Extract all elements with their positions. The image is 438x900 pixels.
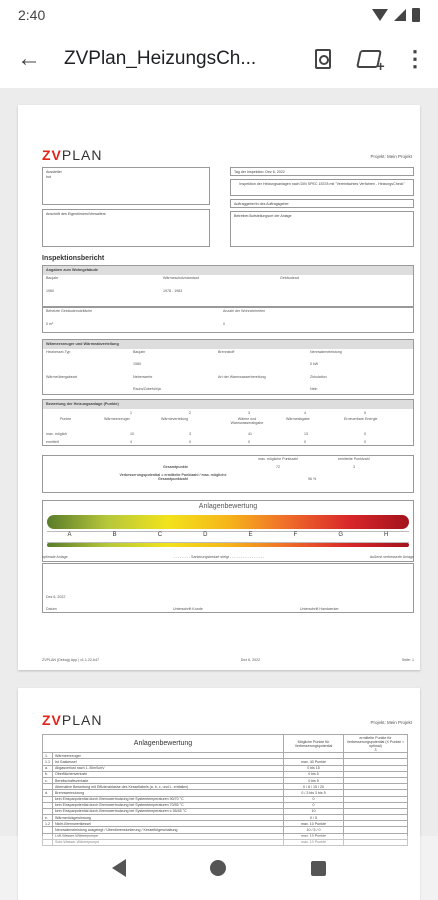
table-cell: e. — [43, 815, 53, 821]
gp-value: 72 — [276, 465, 280, 469]
wohngebaeude-section — [42, 265, 414, 307]
bewertung-erm-label: ermittelt — [46, 440, 59, 444]
more-vert-icon: ⋮ — [404, 46, 426, 71]
auftraggeber-box: Auftraggeber/in des Auftragsgeber — [230, 199, 414, 208]
table-cell: 0 — [284, 802, 344, 808]
back-arrow-icon[interactable]: ← — [17, 45, 41, 72]
bewertung-num: 4 — [304, 411, 306, 415]
gp-value: 3 — [353, 465, 355, 469]
signature-label: Unterschrift Handwerker — [300, 607, 339, 611]
rating-letters — [47, 532, 409, 538]
table-cell: Abgasverlust nach 1. BImSchV — [53, 765, 284, 771]
table-cell: max. 10 Punkte — [284, 821, 344, 827]
bewertung-max-value: 10 — [130, 432, 134, 436]
bewertung-num: 5 — [364, 411, 366, 415]
signature-box — [42, 563, 414, 613]
table-cell: max. 10 Punkte — [284, 833, 344, 839]
table-col-erm: ermittelte Punkte für Verbesserungspotential (X Punkte = optimal) 3 — [344, 735, 408, 753]
zvplan-logo: ZVPLAN — [42, 712, 103, 728]
zvplan-logo: ZVPLAN — [42, 147, 103, 163]
table-cell: 1.1 — [43, 759, 53, 765]
bewertung-erm-value: 0 — [189, 440, 191, 444]
nav-back-icon[interactable] — [112, 859, 126, 877]
table-cell: Nennwärmeleistung ausgelegt / Überdimensionierung / Kesselfolgeschaltung — [53, 827, 284, 833]
table-cell: 1.2 — [43, 821, 53, 827]
bewertung-max-value: 3 — [189, 432, 191, 436]
drive-add-icon — [356, 50, 382, 68]
verbesserung-label: Verbesserungspotential = ermittelte Punktzahl / max. mögliche Gesamtpunktzahl — [119, 473, 227, 481]
wz-label: Zirkulation — [310, 375, 327, 379]
rating-letter: A — [67, 532, 72, 538]
wohneinheiten-value: 0 — [223, 322, 225, 326]
table-cell: Ist Gaskessel — [53, 759, 284, 765]
table-cell: 0 bis 15 — [284, 765, 344, 771]
signature-label: Datum — [46, 607, 57, 611]
betreiber-box: Betreiber/Aufstellungsort der Anlage — [230, 211, 414, 247]
footer-date: Dez 6, 2022 — [240, 658, 261, 662]
rating-letter: G — [338, 532, 343, 538]
verbesserung-value: 96 % — [308, 477, 317, 481]
wz-value: 0 kW — [310, 362, 319, 366]
wz-label: Baujahr — [133, 350, 146, 354]
wz-value: Nein — [310, 387, 318, 391]
table-cell: Brennwertnutzung — [53, 790, 284, 796]
pdf-page-1 — [18, 105, 420, 670]
waermeerzeuger-section — [42, 339, 414, 395]
bewertung-erm-value: 0 — [248, 440, 250, 444]
rating-left-label: optimale Anlage — [42, 555, 68, 559]
table-cell: 0 bis 5 — [284, 771, 344, 777]
rating-letter: C — [157, 532, 163, 538]
status-bar — [0, 0, 438, 30]
wz-label: Art der Warmwasserbereitung — [218, 375, 266, 379]
beheizt-value: 0 m² — [46, 322, 54, 326]
inspection-type-box: Inspektion der Heizungsanlagen nach DIN SPEC 15378 mit "Vereinfachtes Verfahren - HeizungsCheck" — [230, 179, 414, 196]
gebaeudeart-label: Gebäudeart — [280, 276, 299, 280]
nav-recents-icon[interactable] — [311, 861, 326, 876]
gp-header: max. mögliche Punktzahl — [258, 457, 298, 461]
bewertung-max-value: 0 — [364, 432, 366, 436]
table-cell: 0 / 5 — [284, 815, 344, 821]
rating-mid-label: - - - - - - - - Sanierungsbedarf steigt - - - - - - - - - - - - - - - - — [173, 555, 265, 559]
table-cell: Sole-Wasser-Wärmepumpe — [53, 839, 284, 845]
table-cell: 0 / 8 / 15 / 20 — [284, 784, 344, 790]
waermeschutz-value: 1978 - 1983 — [163, 289, 183, 293]
gesamtpunkte-label: Gesamtpunkte — [163, 465, 188, 469]
wz-value: 1980 — [133, 362, 141, 366]
rating-gradient-bar — [47, 515, 409, 529]
bewertung-header: Bewertung der Heizungsanlage (Punkte) — [43, 400, 413, 409]
add-to-drive-button[interactable] — [346, 30, 392, 88]
project-label: Projekt: Mein Projekt — [370, 154, 412, 159]
bewertung-col: Wärmeabgabe — [286, 417, 310, 421]
wz-label: Heizkessel-Typ — [46, 350, 71, 354]
bewertung-max-value: 41 — [248, 432, 252, 436]
table-cell: c. — [43, 777, 53, 783]
footer-page-number: Seite: 1 — [401, 658, 414, 662]
table-cell: Alternative Bewertung mit Effizienzklasse des Kessellabels (a, b, c, und L. entfallen) — [53, 784, 284, 790]
system-nav-bar — [0, 836, 438, 900]
anlagenbewertung-table — [42, 734, 408, 846]
table-cell: kein Einsparpotential durch Brennwertnutzung bei Systemtemperaturen 70/55 °C — [53, 802, 284, 808]
inspektionsbericht-heading: Inspektionsbericht — [42, 255, 105, 262]
status-icons — [372, 8, 420, 22]
wohneinheiten-label: Anzahl der Wohneinheiten — [223, 309, 266, 313]
wz-value: Raum/Zubehör/ja — [133, 387, 161, 391]
table-cell: Wärmerückgewinnung — [53, 815, 284, 821]
nav-home-icon[interactable] — [210, 860, 226, 876]
table-cell: Bereitschaftsverluste — [53, 777, 284, 783]
table-cell: 0 — [284, 796, 344, 802]
bewertung-erm-value: 4 — [130, 440, 132, 444]
app-bar — [0, 30, 438, 88]
bewertung-num: 2 — [189, 411, 191, 415]
rating-letter: F — [293, 532, 298, 538]
table-header-row — [43, 735, 408, 753]
more-options-button[interactable] — [392, 30, 438, 88]
anlagenbewertung-scale — [42, 500, 414, 562]
pdf-viewer[interactable] — [0, 88, 438, 900]
table-cell: b. — [43, 771, 53, 777]
bewertung-num: 3 — [248, 411, 250, 415]
bewertung-erm-value: 0 — [304, 440, 306, 444]
project-label: Projekt: Mein Projekt — [370, 720, 412, 725]
baujahr-label: Baujahr — [46, 276, 59, 280]
wz-label: Nennwärmeleistung — [310, 350, 342, 354]
search-document-button[interactable] — [300, 30, 346, 88]
eigentuemer-box: Anschrift des Eigentümers/Verwalters — [42, 209, 210, 247]
signature-date: Dez 6, 2022 — [46, 595, 66, 599]
wifi-icon — [372, 9, 388, 21]
wz-label: Nebenwerte — [133, 375, 153, 379]
bewertung-max-label: max. möglich — [46, 432, 68, 436]
wohngebaeude-header: Angaben zum Wohngebäude — [43, 266, 413, 275]
bewertung-col: Punkte — [60, 417, 72, 421]
beheizt-label: Beheizte Gebäudenutzfläche — [46, 309, 93, 313]
footer-app-version: ZVPLAN (Debug) App | v1.1.22-b47 — [42, 658, 100, 662]
baujahr-value: 1960 — [46, 289, 54, 293]
table-cell: max. 10 Punkte — [284, 839, 344, 845]
rating-scale-labels — [42, 555, 414, 559]
bewertung-col: Wärme und Warmwasserabgabe — [230, 417, 264, 425]
bewertung-num: 1 — [130, 411, 132, 415]
table-cell: kein Einsparpotential durch Brennwertnutzung bei Systemtemperaturen ≤ 55/45 °C — [53, 808, 284, 814]
bewertung-col: Wärmeerzeuger — [104, 417, 130, 421]
table-title: Anlagenbewertung — [43, 735, 284, 753]
table-cell: 0 / 3 bis 3 bis 5 — [284, 790, 344, 796]
wz-label: Wärmeübergabeart — [46, 375, 77, 379]
table-cell: kein Einsparpotential durch Brennwertnutzung bei Systemtemperaturen 90/70 °C — [53, 796, 284, 802]
bewertung-col: Wärmeverteilung — [161, 417, 189, 421]
table-cell: Wärmeerzeuger — [53, 753, 284, 759]
gp-header: ermittelte Punktzahl — [338, 457, 370, 461]
rating-right-label: äußerst verbesserte Anlage — [370, 555, 414, 559]
waermeerzeuger-header: Wärmeerzeuger und Wärmeabverteilung — [43, 340, 413, 349]
document-title: ZVPlan_HeizungsCh... — [64, 48, 257, 69]
bewertung-max-value: 13 — [304, 432, 308, 436]
rating-letter: H — [384, 532, 389, 538]
table-cell: 1. — [43, 753, 53, 759]
table-cell: Luft-Wasser-Wärmepumpe — [53, 833, 284, 839]
wz-label: Brennstoff — [218, 350, 235, 354]
table-col-max: Mögliche Punkte für Verbesserungspotential — [284, 735, 344, 753]
page-footer — [42, 658, 414, 662]
table-cell: 10 / 5 / 0 — [284, 827, 344, 833]
battery-icon — [412, 8, 420, 22]
table-cell: d. — [43, 790, 53, 796]
bewertung-col: Erneuerbare Energie — [344, 417, 378, 421]
table-cell: 10 — [284, 808, 344, 814]
signal-icon — [394, 9, 406, 21]
rating-gradient-bar-bottom — [47, 543, 409, 547]
rating-letter: B — [112, 532, 117, 538]
table-cell: 0 bis 5 — [284, 777, 344, 783]
waermeschutz-label: Wärmeschutzstandard — [163, 276, 199, 280]
search-in-document-icon — [315, 49, 331, 69]
table-cell: max. 40 Punkte — [284, 759, 344, 765]
table-cell: Oberflächenverluste — [53, 771, 284, 777]
status-time: 2:40 — [18, 7, 46, 23]
signature-label: Unterschrift Kunde — [173, 607, 203, 611]
aussteller-box: Aussteller hut — [42, 167, 210, 205]
table-cell: Nicht-Brennwertkessel — [53, 821, 284, 827]
rating-letter: E — [248, 532, 253, 538]
rating-letter: D — [203, 532, 208, 538]
anlagenbewertung-title: Anlagenbewertung — [198, 503, 258, 510]
inspection-date-box: Tag der Inspektion: Dez 6, 2022 — [230, 167, 414, 176]
table-cell: a. — [43, 765, 53, 771]
bewertung-erm-value: 0 — [364, 440, 366, 444]
